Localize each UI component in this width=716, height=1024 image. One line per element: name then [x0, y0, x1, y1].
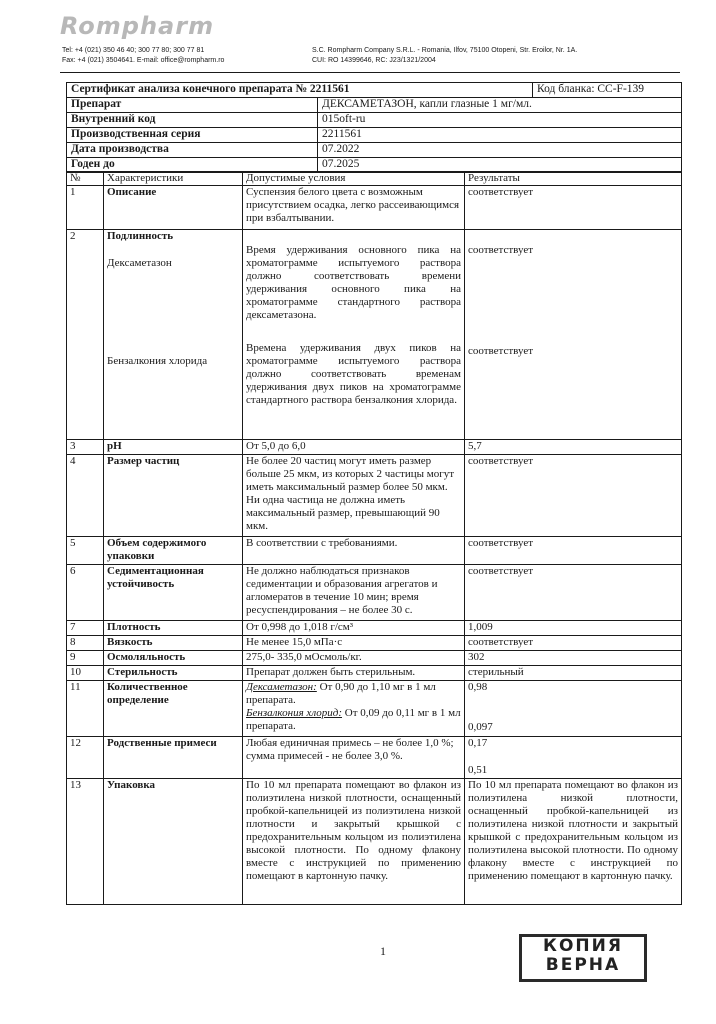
row-characteristic: Осмоляльность [104, 651, 243, 666]
substance-label: Дексаметазон: [246, 681, 317, 693]
row-result: 302 [465, 651, 682, 666]
row-condition [243, 681, 465, 737]
stamp-line: ВЕРНА [545, 955, 621, 975]
table-row [67, 737, 682, 779]
condition-paragraph [246, 707, 461, 733]
row-result: соответствует [465, 455, 682, 537]
result-value: 0,98 [468, 681, 488, 693]
field-label: Дата производства [67, 143, 318, 158]
row-condition: Не должно наблюдаться признаков седиментации и образования агрегатов и агломератов в течение 10 мин; время ресуспендирования – не более 30 с. [243, 565, 465, 621]
certified-copy-stamp [519, 934, 647, 982]
row-number: 4 [67, 455, 104, 537]
company-logo: Rompharm [60, 12, 215, 40]
col-header-characteristics: Характеристики [104, 172, 243, 186]
row-characteristic: Упаковка [104, 779, 243, 905]
row-number: 7 [67, 621, 104, 636]
row-condition: От 0,998 до 1,018 г/см³ [243, 621, 465, 636]
substance-name: Бензалкония хлорида [107, 355, 208, 367]
substance-name: Дексаметазон [107, 257, 172, 269]
table-row [67, 440, 682, 455]
row-characteristic: Седиментационная устойчивость [104, 565, 243, 621]
row-condition: Не менее 15,0 мПа·с [243, 636, 465, 651]
row-result: 1,009 [465, 621, 682, 636]
row-condition: Любая единичная примесь – не более 1,0 %; сумма примесей - не более 3,0 %. [243, 737, 465, 779]
field-label: Препарат [67, 98, 318, 113]
result-value: 0,17 [468, 737, 488, 749]
form-code: Код бланка: CC-F-139 [533, 83, 682, 98]
row-characteristic: Описание [104, 186, 243, 230]
page-number: 1 [380, 944, 386, 958]
col-header-results: Результаты [465, 172, 682, 186]
certificate-row [67, 128, 682, 143]
row-condition: По 10 мл препарата помещают во флакон из полиэтилена низкой плотности, оснащенный пробкой-капельницей из полиэтилена низкой плотности и закрытый крышкой с предохранительным кольцом из полиэтилена высокой плотности. По одному флакону вместе с инструкцией по применению помещают в картонную пачку. [243, 779, 465, 905]
table-row [67, 636, 682, 651]
table-row [67, 621, 682, 636]
row-characteristic: Стерильность [104, 666, 243, 681]
col-header-num: № [67, 172, 104, 186]
result-value: 0,097 [468, 721, 493, 733]
contact-fax-email: Fax: +4 (021) 3504641. E-mail: office@rompharm.ro [62, 57, 225, 64]
result-value: соответствует [468, 345, 534, 357]
condition-text: От 0,09 до 0,11 мг в 1 мл препарата. [246, 707, 461, 732]
result-value: соответствует [468, 244, 534, 256]
table-row [67, 779, 682, 905]
row-condition: Препарат должен быть стерильным. [243, 666, 465, 681]
row-characteristic: Количественное определение [104, 681, 243, 737]
table-row [67, 537, 682, 565]
row-number: 9 [67, 651, 104, 666]
row-result: соответствует [465, 636, 682, 651]
row-characteristic: Родственные примеси [104, 737, 243, 779]
field-value: 2211561 [318, 128, 682, 143]
row-result: соответствует [465, 186, 682, 230]
table-row [67, 455, 682, 537]
result-value: 0,51 [468, 764, 488, 776]
row-number: 10 [67, 666, 104, 681]
row-result: стерильный [465, 666, 682, 681]
stamp-line: КОПИЯ [543, 936, 623, 956]
row-condition: Не более 20 частиц могут иметь размер больше 25 мкм, из которых 2 частицы могут иметь максимальный размер более 50 мкм. Ни одна частица не должна иметь максимальный размер, превышающий 90 мкм. [243, 455, 465, 537]
table-row [67, 681, 682, 737]
row-result: соответствует [465, 565, 682, 621]
row-number: 11 [67, 681, 104, 737]
row-result: По 10 мл препарата помещают во флакон из полиэтилена низкой плотности, оснащенный пробкой-капельницей из полиэтилена низкой плотности и закрытый крышкой с предохранительным кольцом из полиэтилена высокой плотности. По одному флакону вместе с инструкцией по применению помещают в картонную пачку. [465, 779, 682, 905]
certificate-row [67, 143, 682, 158]
condition-paragraph: Времена удерживания двух пиков на хроматограмме испытуемого раствора должно соответствовать временам удерживания двух пиков на хроматограмме стандартного раствора бензалкония хлорида. [246, 342, 461, 406]
table-row [67, 651, 682, 666]
condition-paragraph: Время удерживания основного пика на хроматограмме испытуемого раствора должно соответствовать времени удерживания основного пика на хроматограмме стандартного раствора дексаметазона. [246, 244, 461, 321]
row-result: 5,7 [465, 440, 682, 455]
row-number: 8 [67, 636, 104, 651]
field-value: 07.2022 [318, 143, 682, 158]
row-result: соответствует [465, 537, 682, 565]
row-result [465, 681, 682, 737]
row-characteristic-title: Подлинность [107, 230, 174, 242]
row-characteristic: pH [104, 440, 243, 455]
row-condition [243, 230, 465, 440]
field-label: Внутренний код [67, 113, 318, 128]
field-value: 015oft-ru [318, 113, 682, 128]
contact-info [62, 46, 224, 66]
field-value: 07.2025 [318, 158, 682, 173]
row-number: 1 [67, 186, 104, 230]
row-result [465, 230, 682, 440]
condition-text: От 0,90 до 1,10 мг в 1 мл препарата. [246, 681, 436, 706]
analysis-header-row [67, 172, 682, 186]
row-number: 6 [67, 565, 104, 621]
analysis-table [66, 171, 682, 905]
certificate-title: Сертификат анализа конечного препарата № 2211561 [67, 83, 533, 98]
row-number: 13 [67, 779, 104, 905]
substance-label: Бензалкония хлорид: [246, 707, 343, 719]
table-row [67, 230, 682, 440]
company-info [312, 46, 577, 66]
row-characteristic: Размер частиц [104, 455, 243, 537]
row-number: 2 [67, 230, 104, 440]
table-row [67, 666, 682, 681]
row-condition: От 5,0 до 6,0 [243, 440, 465, 455]
header-divider [60, 72, 680, 73]
field-value: ДЕКСАМЕТАЗОН, капли глазные 1 мг/мл. [318, 98, 682, 113]
company-address: S.C. Rompharm Company S.R.L. - Romania, Ilfov, 75100 Otopeni, Str. Eroilor, Nr. 1A. [312, 47, 578, 54]
row-characteristic: Плотность [104, 621, 243, 636]
certificate-row [67, 113, 682, 128]
row-condition: 275,0- 335,0 мОсмоль/кг. [243, 651, 465, 666]
row-number: 12 [67, 737, 104, 779]
certificate-title-row [67, 83, 682, 98]
table-row [67, 565, 682, 621]
condition-paragraph [246, 681, 461, 707]
table-row [67, 186, 682, 230]
company-registration: CUI: RO 14399646, RC: J23/1321/2004 [312, 57, 436, 64]
col-header-conditions: Допустимые условия [243, 172, 465, 186]
row-characteristic: Вязкость [104, 636, 243, 651]
certificate-header-table [66, 82, 682, 173]
row-characteristic: Объем содержимого упаковки [104, 537, 243, 565]
row-number: 3 [67, 440, 104, 455]
row-result [465, 737, 682, 779]
row-characteristic [104, 230, 243, 440]
field-label: Годен до [67, 158, 318, 173]
row-condition: В соответствии с требованиями. [243, 537, 465, 565]
row-condition: Суспензия белого цвета с возможным присутствием осадка, легко рассеивающимся при взбалтывании. [243, 186, 465, 230]
row-number: 5 [67, 537, 104, 565]
field-label: Производственная серия [67, 128, 318, 143]
contact-phone: Tel: +4 (021) 350 46 40; 300 77 80; 300 77 81 [62, 47, 205, 54]
certificate-row [67, 98, 682, 113]
